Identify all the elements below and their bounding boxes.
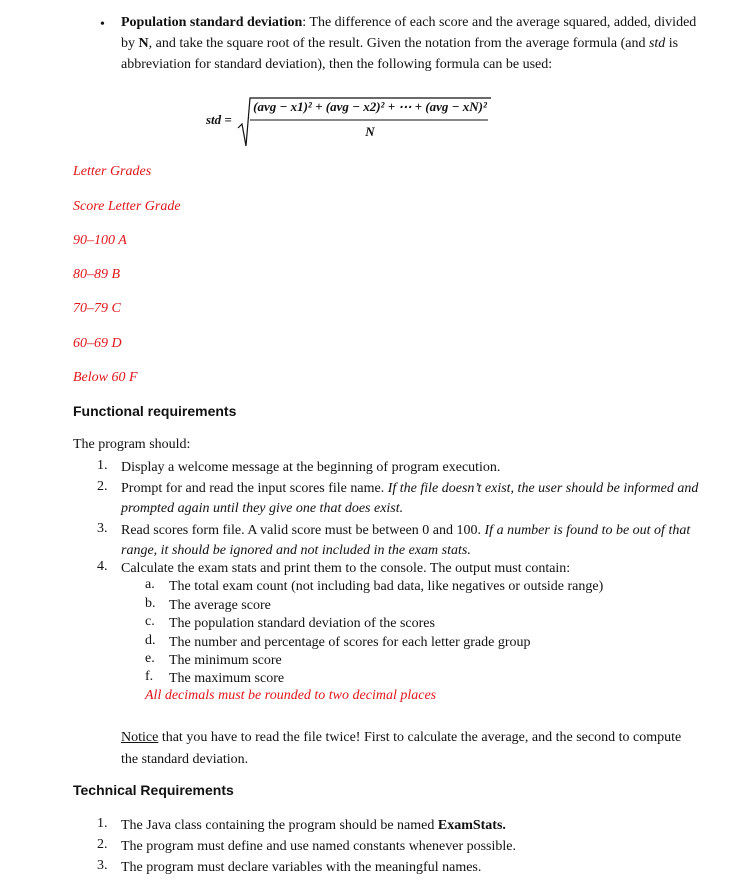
list-number: 3. [97, 858, 108, 873]
list-item: The program must define and use named constants whenever possible. [121, 839, 517, 854]
formula-denominator: N [365, 124, 375, 139]
sublist-letter: a. [145, 577, 155, 592]
sublist-item: The total exam count (not including bad data, like negatives or outside range) [169, 579, 604, 594]
grade-row: 70–79 C [73, 301, 121, 316]
formula-numerator: (avg − x1)² + (avg − x2)² + ⋯ + (avg − xN)² [253, 99, 487, 114]
list-item: Calculate the exam stats and print them to the console. The output must contain: [121, 561, 571, 576]
list-item: Read scores form file. A valid score must be between 0 and 100. If a number is found to be out of that range, it should be ignored and not included in the exam stats. [121, 523, 691, 558]
list-item: The Java class containing the program should be named ExamStats. [121, 818, 506, 833]
std-dev-paragraph: Population standard deviation: The difference of each score and the average squared, added, divided by N, and take the square root of the result. Given the notation from the average formula (and std is abbreviation for standard deviation), then the following formula can be used: [121, 15, 697, 72]
sublist-item: The minimum score [169, 653, 282, 668]
list-item: The program must declare variables with the meaningful names. [121, 860, 482, 875]
functional-heading: Functional requirements [73, 403, 237, 419]
technical-heading: Technical Requirements [73, 782, 234, 798]
sublist-letter: c. [145, 614, 155, 629]
sublist-letter: e. [145, 651, 155, 666]
list-number: 1. [97, 458, 108, 473]
grade-row: 90–100 A [73, 233, 127, 248]
grade-row: 80–89 B [73, 267, 121, 282]
sublist-item: The population standard deviation of the scores [169, 616, 435, 631]
sublist-letter: b. [145, 596, 156, 611]
sublist-item: The average score [169, 598, 271, 613]
list-number: 2. [97, 837, 108, 852]
bullet-dot: • [100, 17, 105, 32]
grade-row: Below 60 F [73, 370, 138, 385]
list-number: 4. [97, 559, 108, 574]
letter-grades-header: Score Letter Grade [73, 199, 181, 214]
sublist-letter: f. [145, 669, 154, 684]
grade-row: 60–69 D [73, 336, 122, 351]
notice-paragraph: Notice that you have to read the file twice! First to calculate the average, and the second to compute the standard deviation. [121, 730, 682, 767]
list-number: 2. [97, 479, 108, 494]
list-item: Display a welcome message at the beginning of program execution. [121, 460, 501, 475]
list-number: 1. [97, 816, 108, 831]
sublist-item: The number and percentage of scores for each letter grade group [169, 635, 531, 650]
letter-grades-title: Letter Grades [73, 164, 152, 179]
formula-lhs: std = [206, 112, 232, 127]
list-item: Prompt for and read the input scores file name. If the file doesn’t exist, the user should be informed and prompted again until they give one that does exist. [121, 481, 699, 516]
sublist-letter: d. [145, 633, 156, 648]
decimals-note: All decimals must be rounded to two decimal places [145, 688, 437, 703]
list-number: 3. [97, 521, 108, 536]
functional-intro: The program should: [73, 437, 191, 452]
sublist-item: The maximum score [169, 671, 285, 686]
std-dev-term: Population standard deviation [121, 15, 303, 30]
